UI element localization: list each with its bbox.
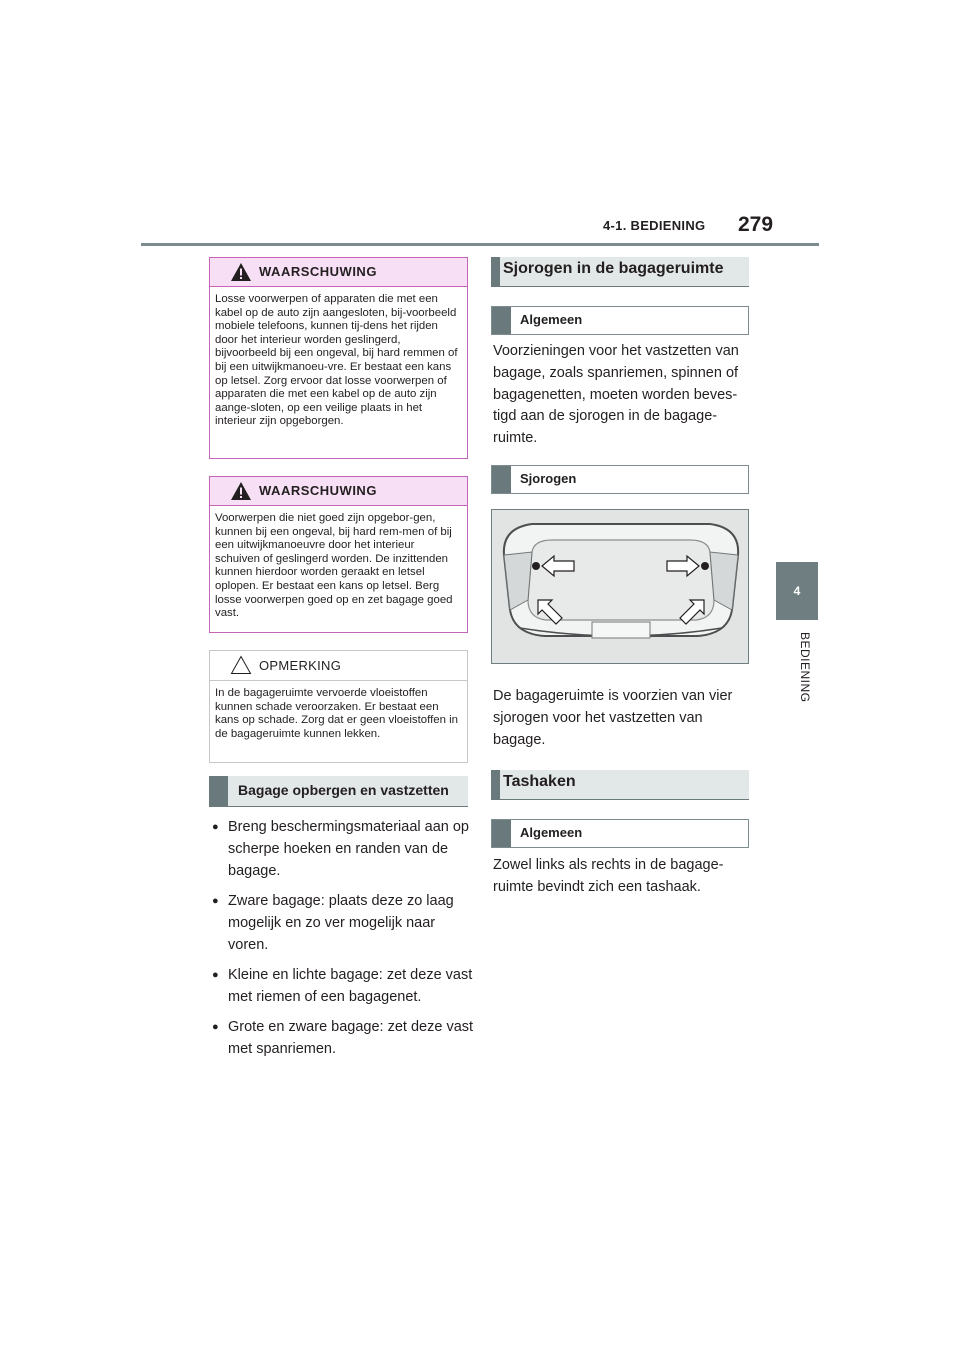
trunk-lashing-eyes-illustration [491,509,749,664]
chapter-tab: 4 [776,562,818,620]
warning-title: WAARSCHUWING [259,483,377,498]
caution-triangle-icon [230,655,252,675]
paragraph: De bagageruimte is voorzien van vier sjorogen voor het vastzetten van bagage. [493,688,733,748]
warning-box-1 [209,257,468,459]
warning-header [210,258,467,287]
subsection-header-sjorogen [491,465,749,494]
warning-text: Losse voorwerpen of apparaten die met een kabel op de auto zijn aangesloten, bij-voorbeeld mobiele telefoons, kunnen tij-dens het rijden door het interieur worden geslingerd, bijvoorbeeld bij een ongeval, bij hard remmen of bij een uitwijkmanoeu-vre. Er bestaat een kans op letsel. Zorg ervoor dat losse voorwerpen of apparaten die met een kabel op de auto zijn aange-sloten, op een veilige plaats in het interieur zijn opgeborgen. [215,293,458,428]
list-item: ● Zware bagage: plaats deze zo laag mogelijk en zo ver mogelijk naar voren. [212,890,474,956]
warning-triangle-icon [230,481,252,501]
section-header-bagage [209,776,468,807]
list-item: ● Breng beschermingsmateriaal aan op scherpe hoeken en randen van de bagage. [212,816,474,882]
list-item: ● Grote en zware bagage: zet deze vast met spanriemen. [212,1016,474,1060]
subsection-title: Algemeen [520,312,583,327]
section-title: Bagage opbergen en vastzetten [238,782,449,798]
note-box [209,650,468,763]
section-header-tashaken [491,770,749,800]
note-text: In de bagageruimte vervoerde vloeistoffen kunnen schade veroorzaken. Er bestaat een kans op schade. Zorg dat er geen vloeistoffen in de bagageruimte kunnen lekken. [215,687,458,740]
subsection-title: Algemeen [520,825,583,840]
warning-triangle-icon [230,262,252,282]
chapter-tab-label: BEDIENING [798,632,812,703]
paragraph: Voorzieningen voor het vastzetten van bagage, zoals spanriemen, spinnen of bagagenetten, moeten worden beves-tigd aan de sjorogen in de bagage-ruimte. [493,343,739,447]
warning-header [210,477,467,506]
note-title: OPMERKING [259,658,342,673]
page-number: 279 [738,213,774,236]
list-item: ● Kleine en lichte bagage: zet deze vast met riemen of een bagagenet. [212,964,474,1008]
header-divider [141,243,819,246]
running-header-section: 4-1. BEDIENING [603,218,706,233]
section-title: Tashaken [503,773,576,790]
warning-text: Voorwerpen die niet goed zijn opgebor-gen, kunnen bij een ongeval, bij hard rem-men of bij een uitwijkmanoeuvre door het interieur schuiven of geslingerd worden. De inzittenden kunnen hierdoor worden geraakt en letsel oplopen. Er bestaat een kans op letsel. Berg losse voorwerpen goed op en zet bagage goed vast. [215,512,453,620]
warning-box-2 [209,476,468,633]
bullet-list [212,816,474,1068]
note-header [210,651,467,681]
section-title: Sjorogen in de bagageruimte [503,260,724,277]
warning-title: WAARSCHUWING [259,264,377,279]
subsection-header-algemeen [491,306,749,335]
paragraph: Zowel links als rechts in de bagage-ruimte bevindt zich een tashaak. [493,857,724,895]
section-header-sjorogen [491,257,749,287]
subsection-header-algemeen [491,819,749,848]
subsection-title: Sjorogen [520,471,577,486]
